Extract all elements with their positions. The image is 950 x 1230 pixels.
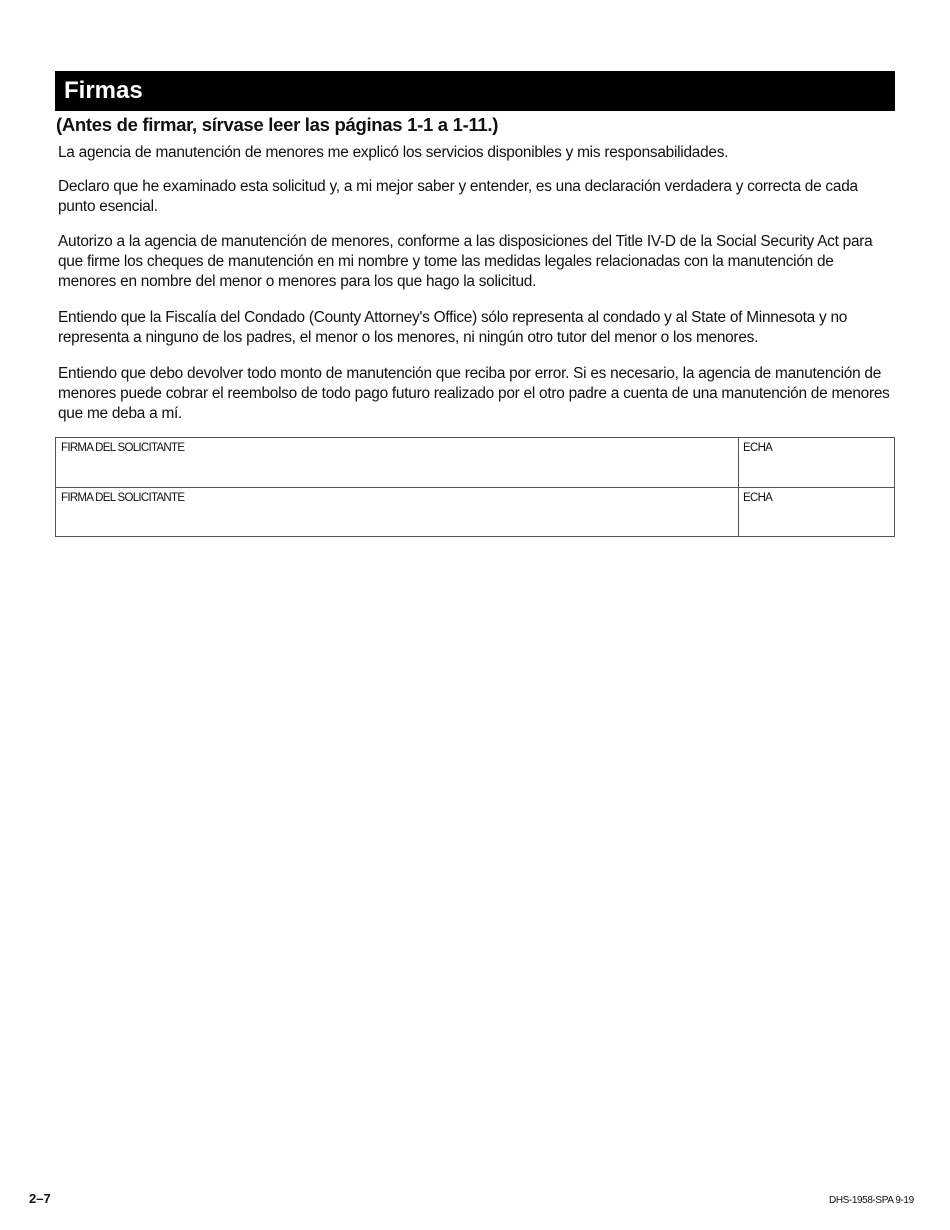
paragraph-services: La agencia de manutención de menores me explicó los servicios disponibles y mis responsabilidades. [58, 144, 729, 161]
date-label: ECHA [743, 442, 773, 454]
paragraph-declaration: Declaro que he examinado esta solicitud y, a mi mejor saber y entender, es una declaración verdadera y correcta de cada punto esencial. [58, 178, 858, 215]
paragraph-authorization: Autorizo a la agencia de manutención de menores, conforme a las disposiciones del Title IV-D de la Social Security Act para que firme los cheques de manutención en mi nombre y tome las medidas legales relacionadas con la manutención de menores en nombre del menor o menores para los que hago la solicitud. [58, 233, 873, 290]
signature-table [55, 437, 895, 537]
date-field[interactable] [739, 438, 894, 487]
applicant-signature-label: FIRMA DEL SOLICITANTE [61, 442, 185, 454]
applicant-signature-field[interactable] [56, 438, 739, 487]
page-number: 2–7 [29, 1191, 51, 1206]
form-id: DHS-1958-SPA 9-19 [829, 1195, 914, 1206]
paragraph-repayment: Entiendo que debo devolver todo monto de manutención que reciba por error. Si es necesario, la agencia de manutención de menores puede cobrar el reembolso de todo pago futuro realizado por el otro padre a cuenta de una manutención de menores que me deba a mí. [58, 365, 890, 422]
signature-row [56, 488, 894, 536]
date-field[interactable] [739, 488, 894, 536]
section-title: Firmas [64, 77, 143, 104]
signature-row [56, 438, 894, 488]
date-label: ECHA [743, 492, 773, 504]
section-subtitle: (Antes de firmar, sírvase leer las páginas 1-1 a 1-11.) [56, 114, 499, 135]
section-header [55, 71, 895, 111]
applicant-signature-field[interactable] [56, 488, 739, 536]
applicant-signature-label: FIRMA DEL SOLICITANTE [61, 492, 185, 504]
paragraph-county-attorney: Entiendo que la Fiscalía del Condado (County Attorney's Office) sólo representa al condado y al State of Minnesota y no representa a ninguno de los padres, el menor o los menores, ni ningún otro tutor del menor o los menores. [58, 309, 848, 346]
